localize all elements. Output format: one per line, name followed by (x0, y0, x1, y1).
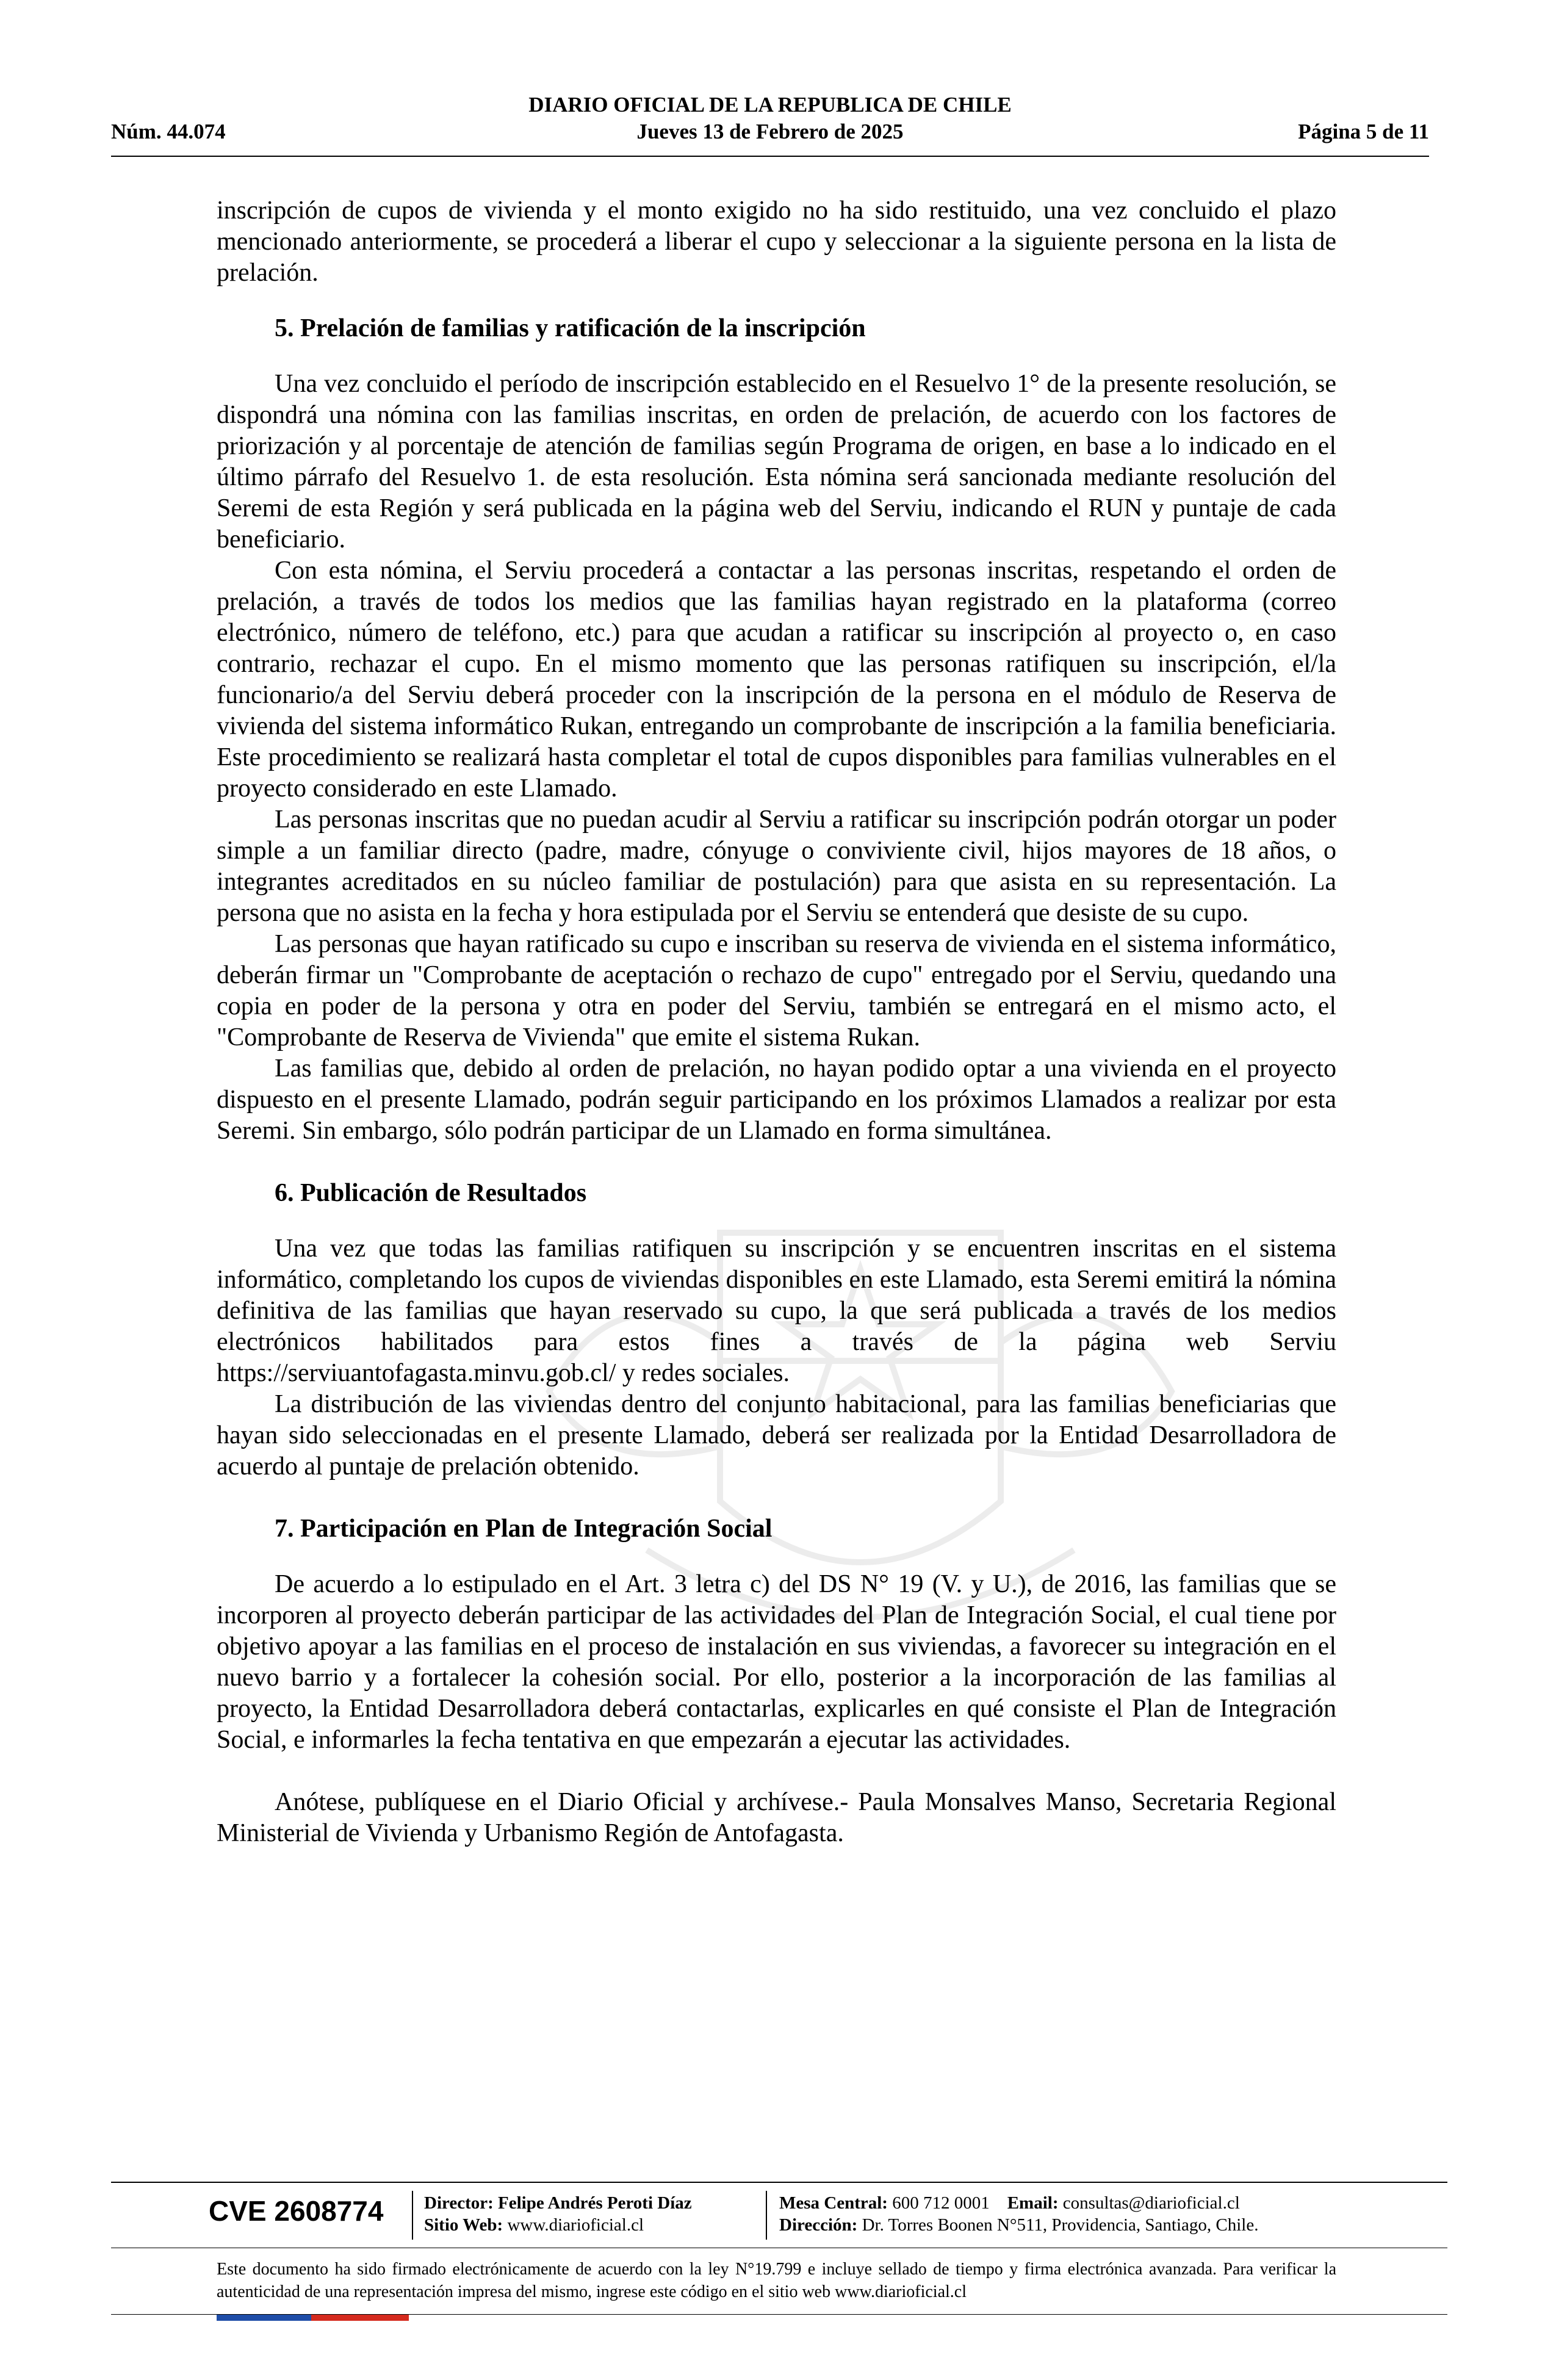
address-value: Dr. Torres Boonen N°511, Providencia, Santiago, Chile. (862, 2215, 1259, 2235)
intro-paragraph: inscripción de cupos de vivienda y el monto exigido no ha sido restituido, una vez concluido el plazo mencionado anteriormente, se procederá a liberar el cupo y seleccionar a la siguiente persona en la lista de prelación. (217, 197, 1336, 287)
phone-label: Mesa Central: (779, 2193, 888, 2213)
flag-stripe-blue (217, 2315, 311, 2321)
footer-top-divider (111, 2182, 1447, 2183)
section-6-paragraph-2: La distribución de las viviendas dentro del conjunto habitacional, para las familias beneficiarias que hayan sido seleccionadas en el presente Llamado, deberá ser realizada por la Entidad Desarrolladora de acuerdo al puntaje de prelación obtenido. (217, 1390, 1336, 1480)
address-label: Dirección: (779, 2215, 858, 2235)
cve-code: CVE 2608774 (209, 2195, 384, 2227)
document-body (217, 195, 1336, 1849)
issue-date: Jueves 13 de Febrero de 2025 (636, 120, 904, 143)
site-link[interactable]: www.diarioficial.cl (507, 2215, 644, 2235)
issue-number: Núm. 44.074 (111, 120, 226, 143)
footer-separator (766, 2191, 767, 2240)
email-label: Email: (1007, 2193, 1059, 2213)
section-6-heading: 6. Publicación de Resultados (275, 1179, 587, 1207)
footer-director-block (424, 2192, 692, 2236)
director-label: Director: (424, 2193, 494, 2213)
newspaper-title: DIARIO OFICIAL DE LA REPUBLICA DE CHILE (528, 93, 1012, 117)
section-7-paragraph-1: De acuerdo a lo estipulado en el Art. 3 letra c) del DS N° 19 (V. y U.), de 2016, las familias que se incorporen al proyecto deberán participar de las actividades del Plan de Integración Social, el cual tiene por objetivo apoyar a las familias en el proceso de instalación en sus viviendas, a favorecer su integración en el nuevo barrio y a fortalecer la cohesión social. Por ello, posterior a la incorporación de las familias al proyecto, la Entidad Desarrolladora deberá contactarlas, explicarles en qué consiste el Plan de Integración Social, e informarles la fecha tentativa en que empezarán a ejecutar las actividades. (217, 1570, 1336, 1754)
section-7-heading: 7. Participación en Plan de Integración Social (275, 1515, 773, 1543)
section-5-paragraph-1: Una vez concluido el período de inscripción establecido en el Resuelvo 1° de la presente resolución, se dispondrá una nómina con las familias inscritas, en orden de prelación, de acuerdo con los factores de priorización y al porcentaje de atención de familias según Programa de origen, en base a lo indicado en el último párrafo del Resuelvo 1. de esta resolución. Esta nómina será sancionada mediante resolución del Seremi de esta Región y será publicada en la página web del Serviu, indicando el RUN y puntaje de cada beneficiario. (217, 370, 1336, 554)
legal-notice: Este documento ha sido firmado electrónicamente de acuerdo con la ley N°19.799 e incluye sellado de tiempo y firma electrónica avanzada. Para verificar la autenticidad de una representación impresa del mismo, ingrese este código en el sitio web www.diarioficial.cl (217, 2260, 1336, 2301)
section-5-paragraph-2: Con esta nómina, el Serviu procederá a contactar a las personas inscritas, respetando el orden de prelación, a través de todos los medios que las familias hayan registrado en la plataforma (correo electrónico, número de teléfono, etc.) para que acudan a ratificar su inscripción al proyecto o, en caso contrario, rechazar el cupo. En el mismo momento que las personas ratifiquen su inscripción, el/la funcionario/a del Serviu deberá proceder con la inscripción de la persona en el módulo de Reserva de vivienda del sistema informático Rukan, entregando un comprobante de inscripción a la familia beneficiaria. Este procedimiento se realizará hasta completar el total de cupos disponibles para familias vulnerables en el proyecto considerado en este Llamado. (217, 557, 1336, 802)
section-5-heading: 5. Prelación de familias y ratificación de la inscripción (275, 314, 866, 342)
email-link[interactable]: consultas@diarioficial.cl (1062, 2193, 1240, 2213)
phone-value: 600 712 0001 (892, 2193, 990, 2213)
footer-contact-block (779, 2192, 1258, 2236)
closing-signature: Anótese, publíquese en el Diario Oficial y archívese.- Paula Monsalves Manso, Secretaria Regional Ministerial de Vivienda y Urbanismo Región de Antofagasta. (217, 1788, 1336, 1847)
page-number: Página 5 de 11 (1298, 120, 1429, 143)
section-6-paragraph-1: Una vez que todas las familias ratifiquen su inscripción y se encuentren inscritas en el sistema informático, completando los cupos de viviendas disponibles en este Llamado, esta Seremi emitirá la nómina definitiva de las familias que hayan reservado su cupo, la que será publicada a través de los medios electrónicos habilitados para estos fines a través de la página web Serviu https://serviuantofagasta.minvu.gob.cl/ y redes sociales. (217, 1235, 1336, 1387)
section-5-paragraph-5: Las familias que, debido al orden de prelación, no hayan podido optar a una vivienda en el proyecto dispuesto en el presente Llamado, podrán seguir participando en los próximos Llamados a realizar por esta Seremi. Sin embargo, sólo podrán participar de un Llamado en forma simultánea. (217, 1055, 1336, 1145)
section-5-paragraph-4: Las personas que hayan ratificado su cupo e inscriban su reserva de vivienda en el sistema informático, deberán firmar un "Comprobante de aceptación o rechazo de cupo" entregado por el Serviu, quedando una copia en poder de la persona y otra en poder del Serviu, también se entregará en el mismo acto, el "Comprobante de Reserva de Vivienda" que emite el sistema Rukan. (217, 930, 1336, 1051)
section-5-paragraph-3: Las personas inscritas que no puedan acudir al Serviu a ratificar su inscripción podrán otorgar un poder simple a un familiar directo (padre, madre, cónyuge o conviviente civil, hijos mayores de 18 años, o integrantes acreditados en su núcleo familiar de postulación) para que asista en su representación. La persona que no asista en la fecha y hora estipulada por el Serviu se entenderá que desiste de su cupo. (217, 806, 1336, 927)
flag-stripe-red (311, 2315, 409, 2321)
footer-separator (412, 2191, 413, 2240)
header-meta-row (111, 118, 1429, 149)
site-label: Sitio Web: (424, 2215, 503, 2235)
director-value: Felipe Andrés Peroti Díaz (498, 2193, 692, 2213)
header-divider (111, 156, 1429, 157)
page-header (111, 92, 1429, 149)
